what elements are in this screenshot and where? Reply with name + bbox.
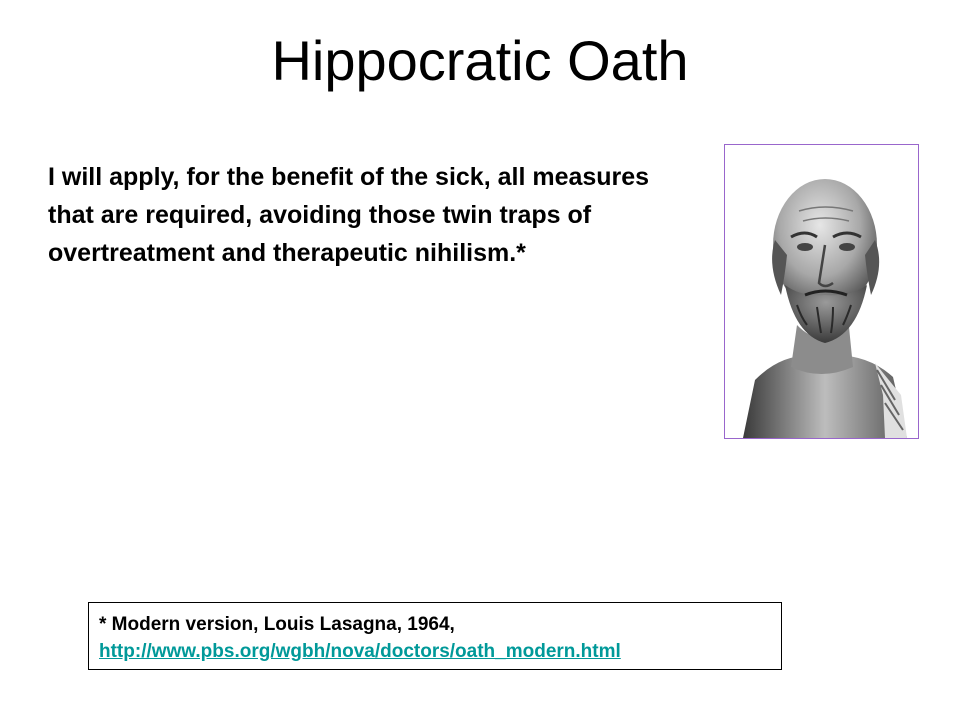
- bust-icon: [725, 145, 918, 438]
- footnote-box: [88, 602, 782, 670]
- footnote-link[interactable]: http://www.pbs.org/wgbh/nova/doctors/oath_modern.html: [99, 641, 621, 662]
- hippocrates-portrait: [724, 144, 919, 439]
- footnote-citation: * Modern version, Louis Lasagna, 1964,: [99, 614, 455, 635]
- slide-title: Hippocratic Oath: [271, 29, 689, 92]
- oath-quote: I will apply, for the benefit of the sick, all measures that are required, avoiding those twin traps of overtreatment and therapeutic nihilism.*: [48, 163, 650, 267]
